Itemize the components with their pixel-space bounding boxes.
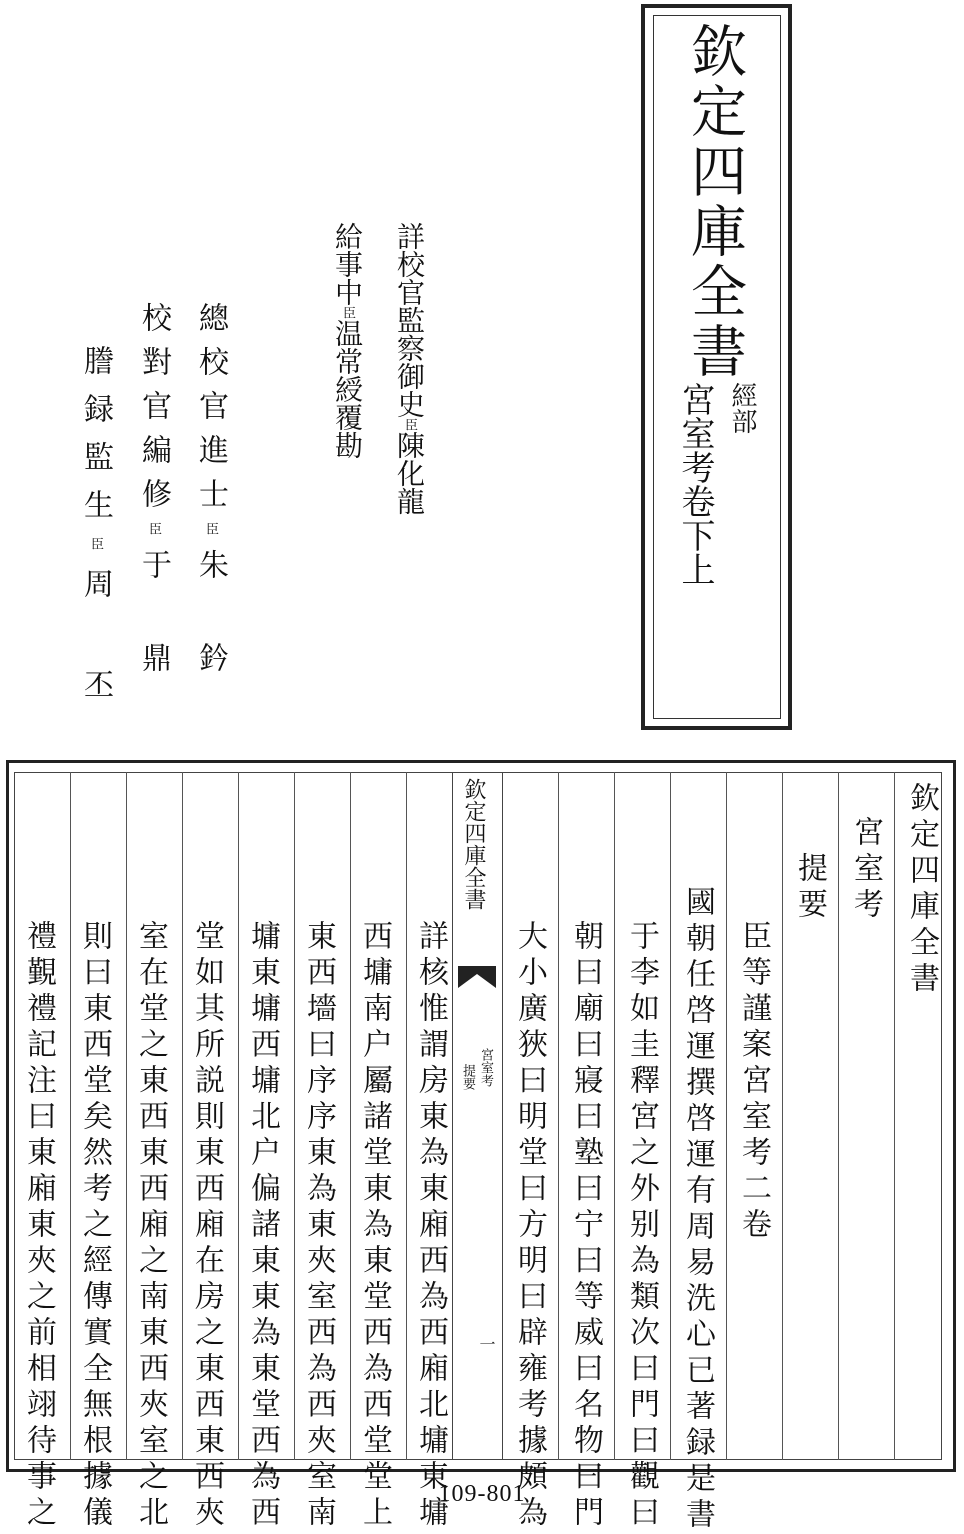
fold-section-name: 提要	[460, 1064, 475, 1090]
text-column: 室在堂之東西東西廂之南東西夾室之北	[133, 920, 168, 1532]
credit-column: 校對官編修臣于 鼎	[136, 302, 171, 686]
text-column: 禮覲禮記注曰東廂東夾之前相翊待事之	[21, 920, 56, 1532]
text-column: 墉東墉西墉北户偏諸東東為東堂西為西	[245, 920, 280, 1532]
text-column: 于李如圭釋宮之外别為類次曰門曰觀曰	[624, 920, 659, 1532]
text-column: 東西墻曰序序東為東夾室西為西夾室南	[301, 920, 336, 1532]
column-rule	[406, 772, 407, 1460]
column-rule	[782, 772, 783, 1460]
column-rule	[894, 772, 895, 1460]
text-column: 朝曰廟曰寢曰塾曰宁曰等威曰名物曰門	[568, 920, 603, 1532]
column-rule	[614, 772, 615, 1460]
fold-book-name: 宮室考	[478, 1048, 493, 1087]
fold-title: 欽定四庫全書	[461, 778, 486, 910]
column-rule	[294, 772, 295, 1460]
text-column: 大小廣狹曰明堂曰方明曰辟雍考據頗為	[512, 920, 547, 1532]
series-title: 欽定四庫全書	[682, 22, 747, 382]
volume-label: 宮室考卷下上	[675, 382, 715, 586]
text-column: 欽定四庫全書	[904, 782, 939, 998]
fold-leaf-number: 一	[477, 1336, 496, 1352]
fishtail-mark	[458, 966, 496, 988]
credit-column: 詳校官監察御史臣陳化龍	[393, 222, 426, 515]
credit-column: 給事中臣温常綬覆勘	[331, 222, 364, 459]
page-number: 109-801	[438, 1481, 526, 1507]
column-rule	[182, 772, 183, 1460]
column-rule	[838, 772, 839, 1460]
text-column: 則曰東西堂矣然考之經傳實全無根據儀	[77, 920, 112, 1532]
column-rule	[558, 772, 559, 1460]
column-rule	[238, 772, 239, 1460]
column-rule	[726, 772, 727, 1460]
credit-column: 謄録監生臣周 丕	[78, 345, 113, 717]
text-column: 堂如其所説則東西廂在房之東西東西夾	[189, 920, 224, 1532]
text-column: 臣等謹案宮室考二卷	[736, 920, 771, 1244]
text-column: 提要	[792, 852, 827, 924]
column-rule	[350, 772, 351, 1460]
text-column: 詳核惟謂房東為東廂西為西廂北墉東墉	[413, 920, 448, 1532]
column-rule	[670, 772, 671, 1460]
credit-column: 總校官進士臣朱 鈐	[193, 302, 228, 686]
column-rule	[70, 772, 71, 1460]
text-column: 國朝任啓運撰啓運有周易洗心已著録是書	[680, 886, 715, 1534]
text-column: 西墉南户屬諸堂東為東堂西為西堂堂上	[357, 920, 392, 1532]
column-rule	[126, 772, 127, 1460]
category-label: 經部	[727, 382, 757, 434]
text-column: 宮室考	[848, 816, 883, 924]
